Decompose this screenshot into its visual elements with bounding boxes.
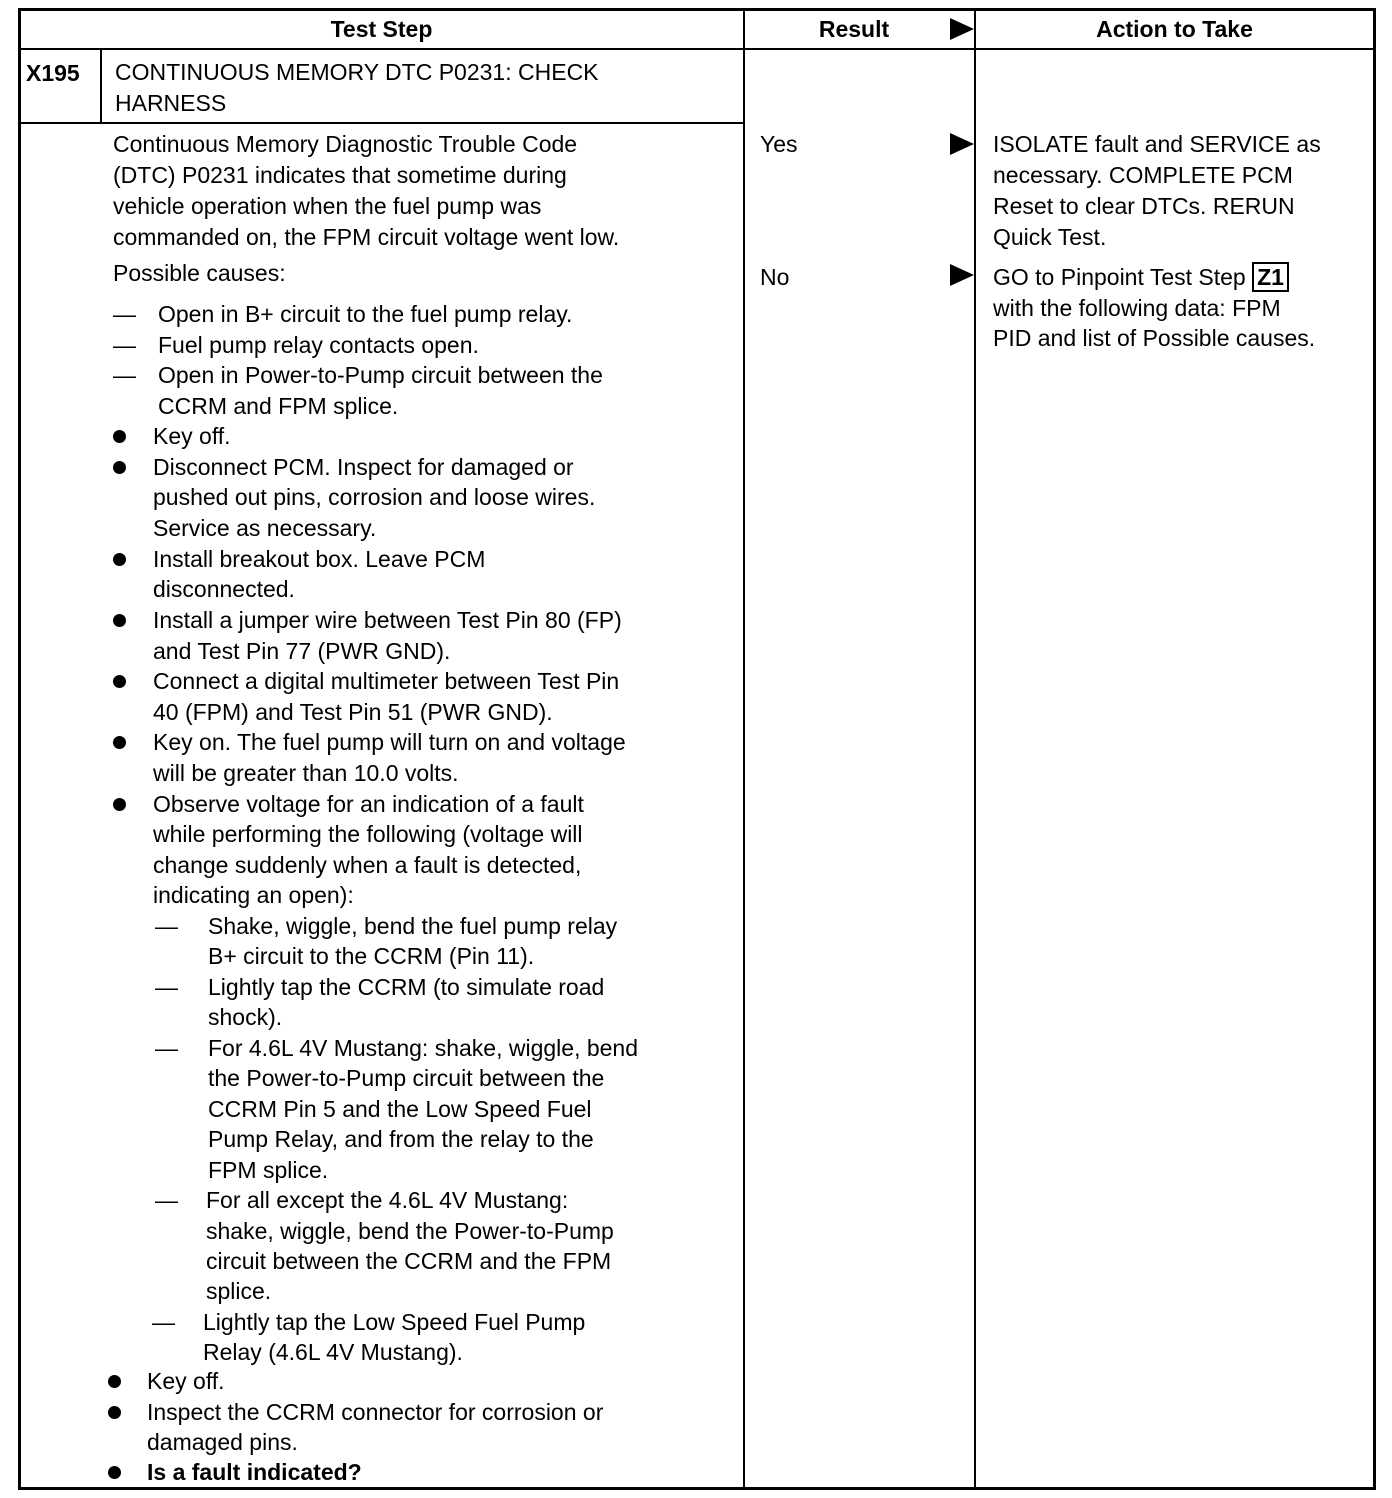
bullet-item: Disconnect PCM. Inspect for damaged or: [153, 454, 574, 480]
dash-icon: —: [155, 974, 178, 1000]
action-yes-line: Quick Test.: [993, 224, 1107, 250]
action-column-left-border: [974, 8, 976, 1490]
yes-arrow-icon: [950, 133, 974, 155]
bullet-icon: [113, 736, 126, 749]
bullet-icon: [113, 430, 126, 443]
sub-item-cont: shock).: [208, 1004, 283, 1030]
header-test-step: Test Step: [330, 16, 433, 42]
step-title-line-2: HARNESS: [115, 90, 227, 116]
bullet-item: Install a jumper wire between Test Pin 80 (FP): [153, 607, 622, 633]
header-arrow-icon: [950, 18, 974, 40]
description-line: vehicle operation when the fuel pump was: [113, 193, 542, 219]
description-line: Continuous Memory Diagnostic Trouble Code: [113, 131, 578, 157]
step-id: X195: [26, 60, 80, 86]
no-arrow-icon: [950, 264, 974, 286]
dash-icon: —: [155, 1187, 178, 1213]
action-no-line: with the following data: FPM: [993, 295, 1281, 321]
bullet-item-cont: disconnected.: [153, 576, 295, 602]
dash-icon: —: [113, 332, 136, 358]
sub-item: Lightly tap the CCRM (to simulate road: [208, 974, 605, 1000]
dash-icon: —: [152, 1309, 175, 1335]
bullet-icon: [113, 798, 126, 811]
bullet-item-cont: Service as necessary.: [153, 515, 377, 541]
bullet-icon: [108, 1466, 121, 1479]
action-no-prefix: GO to Pinpoint Test Step: [993, 264, 1246, 290]
action-no-line: [993, 262, 1289, 293]
bullet-item-cont: change suddenly when a fault is detected,: [153, 852, 582, 878]
step-title-line-1: CONTINUOUS MEMORY DTC P0231: CHECK: [115, 59, 599, 85]
cause-item: Fuel pump relay contacts open.: [158, 332, 479, 358]
bullet-icon: [108, 1406, 121, 1419]
bullet-item-cont: pushed out pins, corrosion and loose wires.: [153, 484, 596, 510]
action-no-line: PID and list of Possible causes.: [993, 325, 1316, 351]
sub-item-cont: shake, wiggle, bend the Power-to-Pump: [206, 1218, 614, 1244]
description-line: commanded on, the FPM circuit voltage went low.: [113, 224, 620, 250]
bullet-item-cont: while performing the following (voltage will: [153, 821, 583, 847]
bullet-item: Key off.: [153, 423, 231, 449]
bullet-icon: [113, 553, 126, 566]
sub-item: Lightly tap the Low Speed Fuel Pump: [203, 1309, 586, 1335]
sub-item-cont: B+ circuit to the CCRM (Pin 11).: [208, 943, 535, 969]
cause-item: Open in B+ circuit to the fuel pump relay.: [158, 301, 573, 327]
bullet-icon: [113, 675, 126, 688]
dash-icon: —: [155, 913, 178, 939]
bullet-item: Key on. The fuel pump will turn on and voltage: [153, 729, 626, 755]
bullet-item-cont: and Test Pin 77 (PWR GND).: [153, 638, 451, 664]
dash-icon: —: [113, 362, 136, 388]
pinpoint-step-ref[interactable]: Z1: [1252, 262, 1289, 292]
question: Is a fault indicated?: [147, 1459, 362, 1485]
bullet-item: Install breakout box. Leave PCM: [153, 546, 486, 572]
description-line: (DTC) P0231 indicates that sometime during: [113, 162, 567, 188]
table-top-border: [18, 8, 1376, 11]
sub-item-cont: splice.: [206, 1278, 272, 1304]
step-title-bottom-border: [18, 122, 745, 124]
bullet-item: Inspect the CCRM connector for corrosion or: [147, 1399, 604, 1425]
bullet-item-cont: indicating an open):: [153, 882, 354, 908]
table-left-border: [18, 8, 21, 1490]
header-bottom-border: [18, 48, 1376, 50]
sub-item-cont: circuit between the CCRM and the FPM: [206, 1248, 612, 1274]
bullet-item-cont: 40 (FPM) and Test Pin 51 (PWR GND).: [153, 699, 553, 725]
cause-item: Open in Power-to-Pump circuit between the: [158, 362, 603, 388]
sub-item-cont: Relay (4.6L 4V Mustang).: [203, 1339, 463, 1365]
sub-item-cont: the Power-to-Pump circuit between the: [208, 1065, 605, 1091]
result-no: No: [760, 264, 790, 290]
table-right-border: [1373, 8, 1376, 1490]
possible-causes-label: Possible causes:: [113, 260, 286, 286]
header-result: Result: [818, 16, 890, 42]
bullet-item-cont: damaged pins.: [147, 1429, 298, 1455]
sub-item: For all except the 4.6L 4V Mustang:: [206, 1187, 569, 1213]
result-yes: Yes: [760, 131, 798, 157]
cause-item-cont: CCRM and FPM splice.: [158, 393, 399, 419]
action-yes-line: ISOLATE fault and SERVICE as: [993, 131, 1321, 157]
bullet-item-cont: will be greater than 10.0 volts.: [153, 760, 459, 786]
sub-item-cont: Pump Relay, and from the relay to the: [208, 1126, 594, 1152]
action-yes-line: Reset to clear DTCs. RERUN: [993, 193, 1295, 219]
bullet-item: Observe voltage for an indication of a fault: [153, 791, 584, 817]
bullet-icon: [108, 1375, 121, 1388]
bullet-item: Key off.: [147, 1368, 225, 1394]
bullet-item: Connect a digital multimeter between Test Pin: [153, 668, 620, 694]
step-id-divider: [100, 48, 102, 124]
result-column-left-border: [743, 8, 745, 1490]
sub-item-cont: CCRM Pin 5 and the Low Speed Fuel: [208, 1096, 592, 1122]
sub-item-cont: FPM splice.: [208, 1157, 329, 1183]
dash-icon: —: [155, 1035, 178, 1061]
action-yes-line: necessary. COMPLETE PCM: [993, 162, 1293, 188]
dash-icon: —: [113, 301, 136, 327]
bullet-icon: [113, 461, 126, 474]
sub-item: Shake, wiggle, bend the fuel pump relay: [208, 913, 618, 939]
sub-item: For 4.6L 4V Mustang: shake, wiggle, bend: [208, 1035, 639, 1061]
bullet-icon: [113, 614, 126, 627]
header-action: Action to Take: [1096, 16, 1253, 42]
